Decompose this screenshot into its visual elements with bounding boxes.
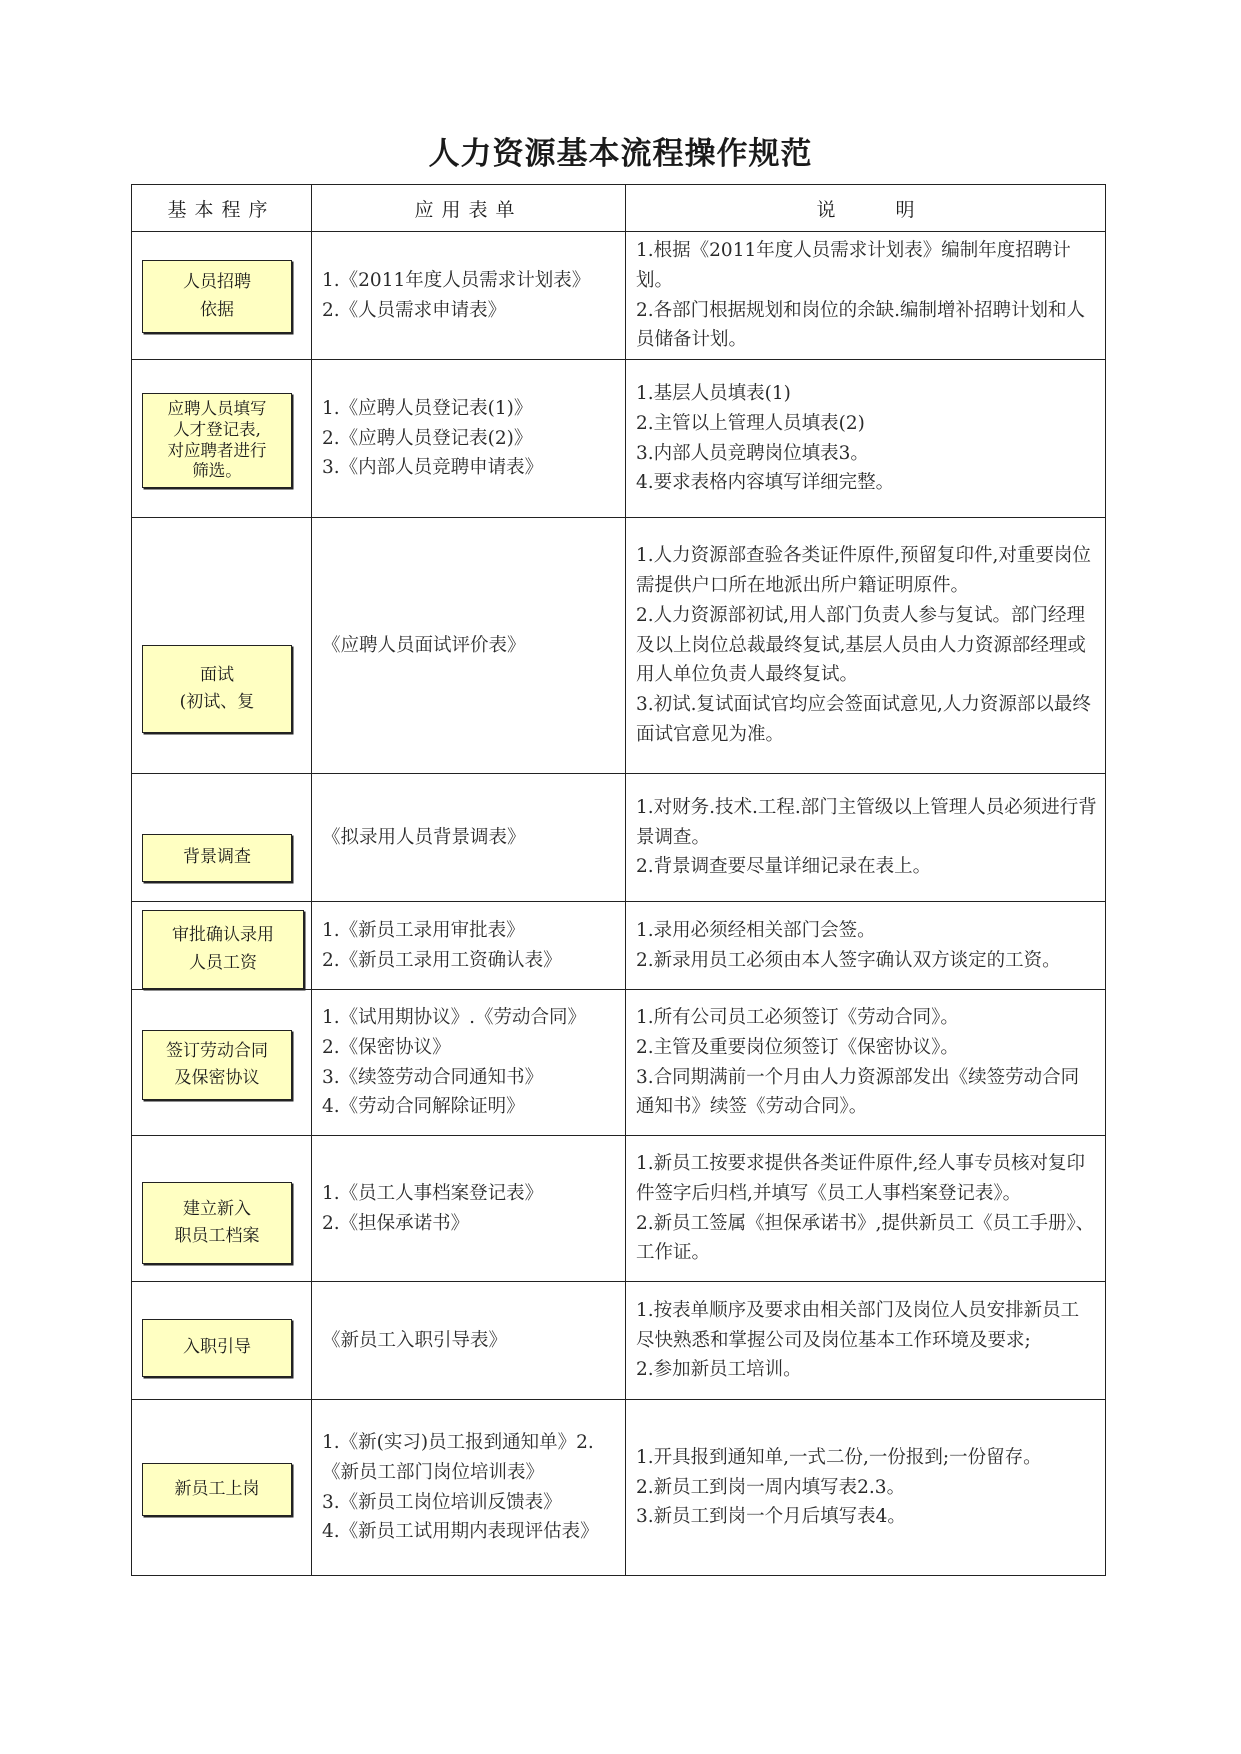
description-item: 4.要求表格内容填写详细完整。 xyxy=(636,472,895,494)
description-cell xyxy=(626,774,1106,902)
table-row xyxy=(132,1136,1106,1282)
description-item: 1.录用必须经相关部门会签。 xyxy=(636,919,876,941)
forms-cell xyxy=(312,1136,626,1282)
description-item: 1.新员工按要求提供各类证件原件,经人事专员核对复印件签字后归档,并填写《员工人事档案登记表》。 xyxy=(636,1152,1086,1204)
description-cell xyxy=(626,1136,1106,1282)
description-item: 3.合同期满前一个月由人力资源部发出《续签劳动合同通知书》续签《劳动合同》。 xyxy=(636,1066,1080,1118)
step-cell xyxy=(132,1136,312,1282)
page-title: 人力资源基本流程操作规范 xyxy=(428,136,813,172)
step-cell xyxy=(132,902,312,990)
step-label: 人员招聘 xyxy=(183,272,251,293)
description-item: 2.主管以上管理人员填表(2) xyxy=(636,412,865,434)
step-cell xyxy=(132,990,312,1136)
forms-cell xyxy=(312,1282,626,1400)
form-item: 《新员工入职引导表》 xyxy=(322,1329,508,1351)
form-item: 2.《保密协议》 xyxy=(322,1036,451,1058)
step-label: 对应聘者进行 xyxy=(167,440,267,460)
description-item: 1.所有公司员工必须签订《劳动合同》。 xyxy=(636,1006,959,1028)
step-label: 依据 xyxy=(200,299,234,320)
step-box xyxy=(142,834,292,882)
forms-cell xyxy=(312,902,626,990)
step-label: 职员工档案 xyxy=(174,1226,260,1246)
step-box xyxy=(142,910,304,989)
step-box xyxy=(142,393,292,488)
form-item: 2.《新员工录用工资确认表》 xyxy=(322,949,562,971)
form-item: 1.《新员工录用审批表》 xyxy=(322,919,525,941)
table-header-row xyxy=(132,185,1106,232)
description-cell xyxy=(626,360,1106,518)
form-item: 《拟录用人员背景调表》 xyxy=(322,826,526,848)
form-item: 1.《试用期协议》.《劳动合同》 xyxy=(322,1006,587,1028)
form-item: 1.《应聘人员登记表(1)》 xyxy=(322,397,533,419)
step-label: 入职引导 xyxy=(183,1337,251,1358)
step-label: 签订劳动合同 xyxy=(166,1040,268,1061)
table-row xyxy=(132,360,1106,518)
step-box xyxy=(142,645,292,733)
description-item: 1.人力资源部查验各类证件原件,预留复印件,对重要岗位需提供户口所在地派出所户籍证明原件。 xyxy=(636,544,1091,596)
step-box xyxy=(142,1319,292,1377)
description-item: 2.各部门根据规划和岗位的余缺.编制增补招聘计划和人员储备计划。 xyxy=(636,299,1086,351)
step-label: 筛选。 xyxy=(192,461,242,481)
header-forms: 应用表单 xyxy=(312,185,626,232)
step-label: 审批确认录用 xyxy=(172,925,274,946)
step-label: 人员工资 xyxy=(189,952,257,973)
step-cell xyxy=(132,1282,312,1400)
form-item: 2.《担保承诺书》 xyxy=(322,1212,470,1234)
description-item: 3.初试.复试面试官均应会签面试意见,人力资源部以最终面试官意见为准。 xyxy=(636,694,1091,746)
forms-cell xyxy=(312,518,626,774)
table-row xyxy=(132,232,1106,360)
step-label: 背景调查 xyxy=(183,847,251,868)
form-item: 3.《内部人员竞聘申请表》 xyxy=(322,457,544,479)
step-box xyxy=(142,1463,292,1516)
description-item: 2.参加新员工培训。 xyxy=(636,1359,802,1381)
table-row xyxy=(132,902,1106,990)
header-basic-procedure: 基本程序 xyxy=(132,185,312,232)
form-item: 3.《新员工岗位培训反馈表》 xyxy=(322,1491,562,1513)
form-item: 4.《劳动合同解除证明》 xyxy=(322,1096,525,1118)
table-row xyxy=(132,990,1106,1136)
description-item: 2.新员工到岗一周内填写表2.3。 xyxy=(636,1476,906,1498)
description-item: 1.根据《2011年度人员需求计划表》编制年度招聘计划。 xyxy=(636,239,1071,291)
forms-cell xyxy=(312,774,626,902)
table-row xyxy=(132,1400,1106,1576)
description-item: 1.对财务.技术.工程.部门主管级以上管理人员必须进行背景调查。 xyxy=(636,796,1097,848)
description-item: 2.新录用员工必须由本人签字确认双方谈定的工资。 xyxy=(636,949,1061,971)
table-row xyxy=(132,774,1106,902)
description-cell xyxy=(626,990,1106,1136)
forms-cell xyxy=(312,360,626,518)
step-box xyxy=(142,260,292,333)
step-box xyxy=(142,1030,292,1100)
table-row xyxy=(132,518,1106,774)
form-item: 《应聘人员面试评价表》 xyxy=(322,634,526,656)
step-cell xyxy=(132,774,312,902)
step-label: 新员工上岗 xyxy=(174,1478,260,1499)
form-item: 4.《新员工试用期内表现评估表》 xyxy=(322,1521,599,1543)
description-item: 1.基层人员填表(1) xyxy=(636,382,791,404)
description-item: 3.内部人员竞聘岗位填表3。 xyxy=(636,442,869,464)
description-item: 1.按表单顺序及要求由相关部门及岗位人员安排新员工尽快熟悉和掌握公司及岗位基本工作环境及要求; xyxy=(636,1299,1080,1351)
step-label: (初试、复 xyxy=(179,692,255,712)
table-row xyxy=(132,1282,1106,1400)
description-item: 1.开具报到通知单,一式二份,一份报到;一份留存。 xyxy=(636,1446,1042,1468)
form-item: 2.《应聘人员登记表(2)》 xyxy=(322,427,533,449)
step-label: 面试 xyxy=(199,664,234,685)
step-label: 应聘人员填写 xyxy=(167,399,267,419)
form-item: 1.《2011年度人员需求计划表》 xyxy=(322,269,591,291)
step-label: 及保密协议 xyxy=(174,1068,260,1088)
forms-cell xyxy=(312,232,626,360)
step-cell xyxy=(132,1400,312,1576)
description-cell xyxy=(626,1400,1106,1576)
description-cell xyxy=(626,1282,1106,1400)
forms-cell xyxy=(312,1400,626,1576)
process-table xyxy=(131,184,1106,1576)
step-cell xyxy=(132,232,312,360)
step-label: 人才登记表, xyxy=(173,419,261,439)
description-item: 2.新员工签属《担保承诺书》,提供新员工《员工手册》、工作证。 xyxy=(636,1212,1095,1264)
step-label: 建立新入 xyxy=(183,1198,251,1219)
description-cell xyxy=(626,902,1106,990)
description-item: 3.新员工到岗一个月后填写表4。 xyxy=(636,1506,906,1528)
step-box xyxy=(142,1182,292,1264)
description-item: 2.人力资源部初试,用人部门负责人参与复试。部门经理及以上岗位总裁最终复试,基层人员由人力资源部经理或用人单位负责人最终复试。 xyxy=(636,604,1086,686)
forms-cell xyxy=(312,990,626,1136)
form-item: 1.《新(实习)员工报到通知单》2.《新员工部门岗位培训表》 xyxy=(322,1431,594,1483)
form-item: 1.《员工人事档案登记表》 xyxy=(322,1182,544,1204)
form-item: 2.《人员需求申请表》 xyxy=(322,299,507,321)
form-item: 3.《续签劳动合同通知书》 xyxy=(322,1066,544,1088)
step-cell xyxy=(132,360,312,518)
step-cell xyxy=(132,518,312,774)
description-cell xyxy=(626,518,1106,774)
description-item: 2.主管及重要岗位须签订《保密协议》。 xyxy=(636,1036,959,1058)
description-item: 2.背景调查要尽量详细记录在表上。 xyxy=(636,856,932,878)
header-description: 说明 xyxy=(626,185,1106,232)
description-cell xyxy=(626,232,1106,360)
